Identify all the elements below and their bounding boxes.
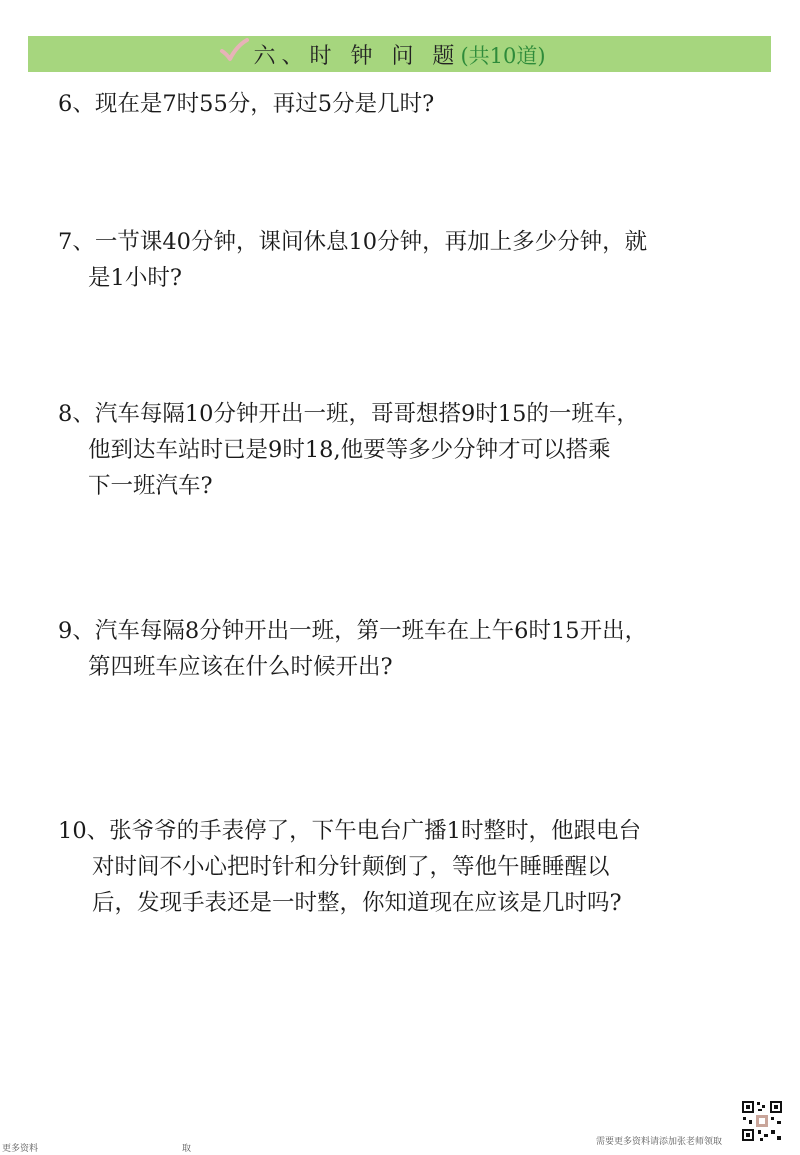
section-title: 六、时 钟 问 题 xyxy=(253,43,461,69)
question-8 xyxy=(58,396,758,504)
question-6-line-1: 6、现在是7时55分，再过5分是几时? xyxy=(58,91,435,117)
question-10-line-2: 对时间不小心把时针和分针颠倒了，等他午睡睡醒以 xyxy=(92,854,610,880)
question-10-line-3: 后，发现手表还是一时整，你知道现在应该是几时吗? xyxy=(92,890,622,916)
question-9 xyxy=(58,613,758,685)
question-7 xyxy=(58,224,758,296)
page-footer xyxy=(0,1130,800,1155)
question-10-line-1: 10、张爷爷的手表停了，下午电台广播1时整时，他跟电台 xyxy=(58,818,641,844)
question-count: (共10道) xyxy=(460,43,546,68)
question-9-line-2: 第四班车应该在什么时候开出? xyxy=(88,654,393,680)
footer-contact-text: 需要更多资料请添加张老师领取 xyxy=(596,1137,723,1147)
question-8-line-2: 他到达车站时已是9时18,他要等多少分钟才可以搭乘 xyxy=(88,437,611,463)
section-header-band xyxy=(28,36,771,72)
check-icon xyxy=(219,37,249,63)
footer-left-text: 更多资料 xyxy=(2,1144,39,1154)
footer-mid-text: 取 xyxy=(182,1144,192,1154)
section-header xyxy=(253,39,545,70)
question-9-line-1: 9、汽车每隔8分钟开出一班，第一班车在上午6时15开出， xyxy=(58,618,648,644)
question-8-line-3: 下一班汽车? xyxy=(88,473,213,499)
question-7-line-2: 是1小时? xyxy=(88,265,182,291)
question-10 xyxy=(58,813,758,921)
question-8-line-1: 8、汽车每隔10分钟开出一班，哥哥想搭9时15的一班车， xyxy=(58,401,639,427)
question-6 xyxy=(58,86,758,122)
question-7-line-1: 7、一节课40分钟，课间休息10分钟，再加上多少分钟，就 xyxy=(58,229,648,255)
